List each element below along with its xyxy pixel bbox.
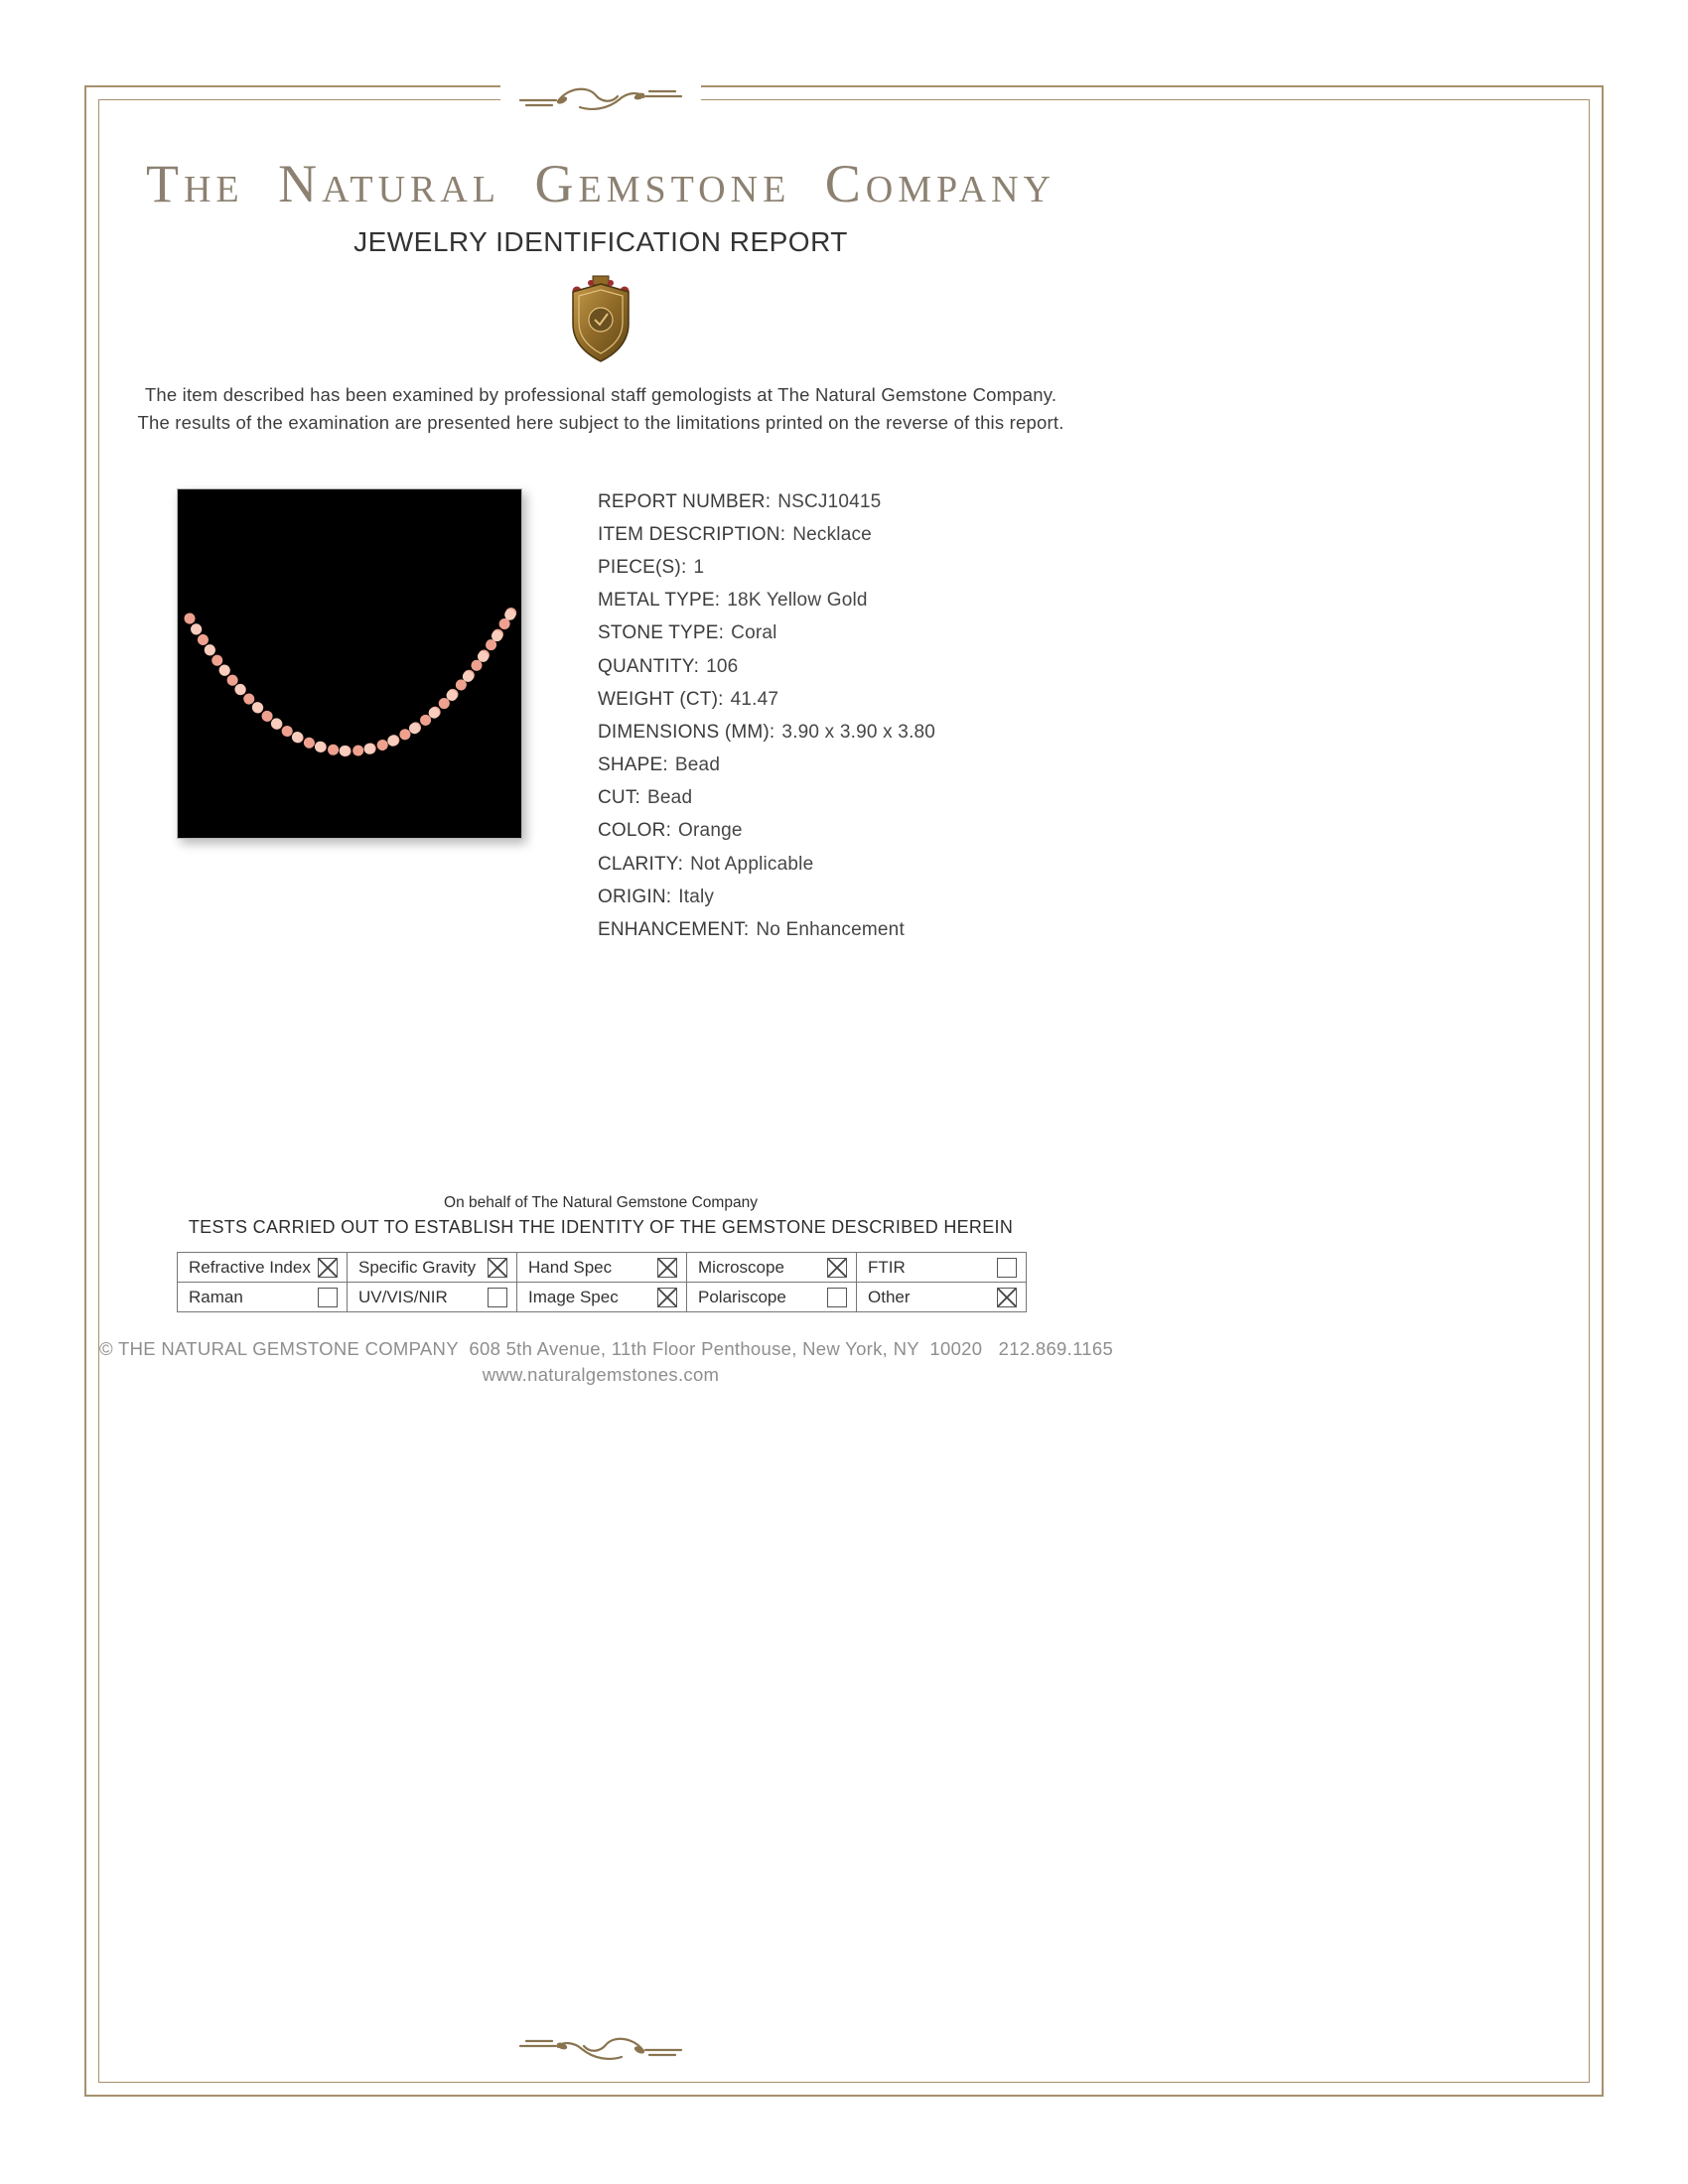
test-label: Raman xyxy=(189,1287,243,1306)
test-cell xyxy=(178,1253,348,1283)
checkbox xyxy=(657,1258,677,1278)
field-value: 3.90 x 3.90 x 3.80 xyxy=(781,721,936,743)
field-label: ORIGIN: xyxy=(598,886,672,907)
certificate-content xyxy=(99,0,1114,2184)
field-label: QUANTITY: xyxy=(598,655,700,677)
test-label: Microscope xyxy=(698,1257,784,1277)
tests-heading: TESTS CARRIED OUT TO ESTABLISH THE IDENTITY OF THE GEMSTONE DESCRIBED HEREIN xyxy=(188,1217,1014,1237)
checkbox xyxy=(997,1288,1017,1307)
company-crest-icon xyxy=(565,274,636,365)
tests-table xyxy=(177,1252,1027,1312)
checkbox xyxy=(318,1258,338,1278)
field-value: 106 xyxy=(706,655,739,677)
flourish-ornament-icon xyxy=(500,83,701,113)
field-value: Coral xyxy=(731,622,777,644)
field-value: Orange xyxy=(678,820,743,842)
footer-website: www.naturalgemstones.com xyxy=(482,1364,720,1385)
test-cell xyxy=(517,1283,687,1312)
intro-line-2: The results of the examination are presented here subject to the limitations printed on the reverse of this report. xyxy=(137,411,1064,433)
necklace-illustration xyxy=(178,489,523,840)
field-value: Necklace xyxy=(792,523,872,545)
report-field-row xyxy=(598,782,935,815)
field-label: REPORT NUMBER: xyxy=(598,490,772,512)
report-field-row xyxy=(598,683,935,716)
report-title: JEWELRY IDENTIFICATION REPORT xyxy=(353,226,848,257)
field-label: COLOR: xyxy=(598,820,672,842)
checkbox xyxy=(997,1258,1017,1278)
field-value: Italy xyxy=(678,886,715,907)
report-field-row xyxy=(598,650,935,683)
test-cell xyxy=(857,1253,1027,1283)
field-value: Not Applicable xyxy=(690,853,814,875)
test-cell xyxy=(348,1283,517,1312)
test-label: Specific Gravity xyxy=(358,1257,477,1277)
test-label: Refractive Index xyxy=(189,1257,311,1277)
report-field-row xyxy=(598,518,935,551)
checkbox xyxy=(657,1288,677,1307)
field-value: Bead xyxy=(647,787,693,809)
field-value: 41.47 xyxy=(730,688,779,710)
field-value: No Enhancement xyxy=(756,919,905,941)
test-cell xyxy=(178,1283,348,1312)
field-label: DIMENSIONS (MM): xyxy=(598,721,775,743)
flourish-ornament-icon xyxy=(500,2033,701,2063)
report-field-row xyxy=(598,913,935,946)
field-label: METAL TYPE: xyxy=(598,590,721,612)
company-title: The Natural Gemstone Company xyxy=(146,154,1055,213)
report-field-row xyxy=(598,750,935,782)
checkbox xyxy=(827,1288,847,1307)
field-label: STONE TYPE: xyxy=(598,622,725,644)
field-value: 1 xyxy=(693,556,705,578)
field-value: Bead xyxy=(674,754,721,776)
report-field-row xyxy=(598,815,935,848)
field-label: WEIGHT (CT): xyxy=(598,688,724,710)
report-field-row xyxy=(598,716,935,749)
test-label: FTIR xyxy=(868,1257,906,1277)
checkbox xyxy=(827,1258,847,1278)
checkbox xyxy=(318,1288,338,1307)
checkbox xyxy=(488,1258,507,1278)
intro-paragraph xyxy=(99,381,1102,437)
test-label: Hand Spec xyxy=(528,1257,613,1277)
item-photo-necklace xyxy=(177,488,522,839)
field-label: ENHANCEMENT: xyxy=(598,919,750,941)
report-field-row xyxy=(598,485,935,518)
field-label: CUT: xyxy=(598,787,641,809)
test-label: Polariscope xyxy=(698,1287,786,1306)
test-label: Image Spec xyxy=(528,1287,619,1306)
test-label: Other xyxy=(868,1287,911,1306)
test-cell xyxy=(857,1283,1027,1312)
report-fields xyxy=(598,485,935,947)
checkbox xyxy=(488,1288,507,1307)
report-field-row xyxy=(598,551,935,584)
on-behalf-line: On behalf of The Natural Gemstone Company xyxy=(444,1194,758,1211)
field-value: 18K Yellow Gold xyxy=(727,590,868,612)
footer-address-line: © THE NATURAL GEMSTONE COMPANY 608 5th Avenue, 11th Floor Penthouse, New York, NY 10020 212.869.1165 xyxy=(99,1338,1114,1359)
field-label: CLARITY: xyxy=(598,853,684,875)
report-field-row xyxy=(598,881,935,913)
report-field-row xyxy=(598,617,935,650)
field-label: PIECE(S): xyxy=(598,556,687,578)
test-cell xyxy=(517,1253,687,1283)
intro-line-1: The item described has been examined by professional staff gemologists at The Natural Gemstone Company. xyxy=(144,384,1057,405)
test-cell xyxy=(687,1283,857,1312)
field-label: ITEM DESCRIPTION: xyxy=(598,523,786,545)
field-label: SHAPE: xyxy=(598,754,668,776)
test-cell xyxy=(687,1253,857,1283)
field-value: NSCJ10415 xyxy=(777,490,882,512)
report-field-row xyxy=(598,585,935,617)
report-field-row xyxy=(598,848,935,881)
test-label: UV/VIS/NIR xyxy=(358,1287,448,1306)
test-cell xyxy=(348,1253,517,1283)
